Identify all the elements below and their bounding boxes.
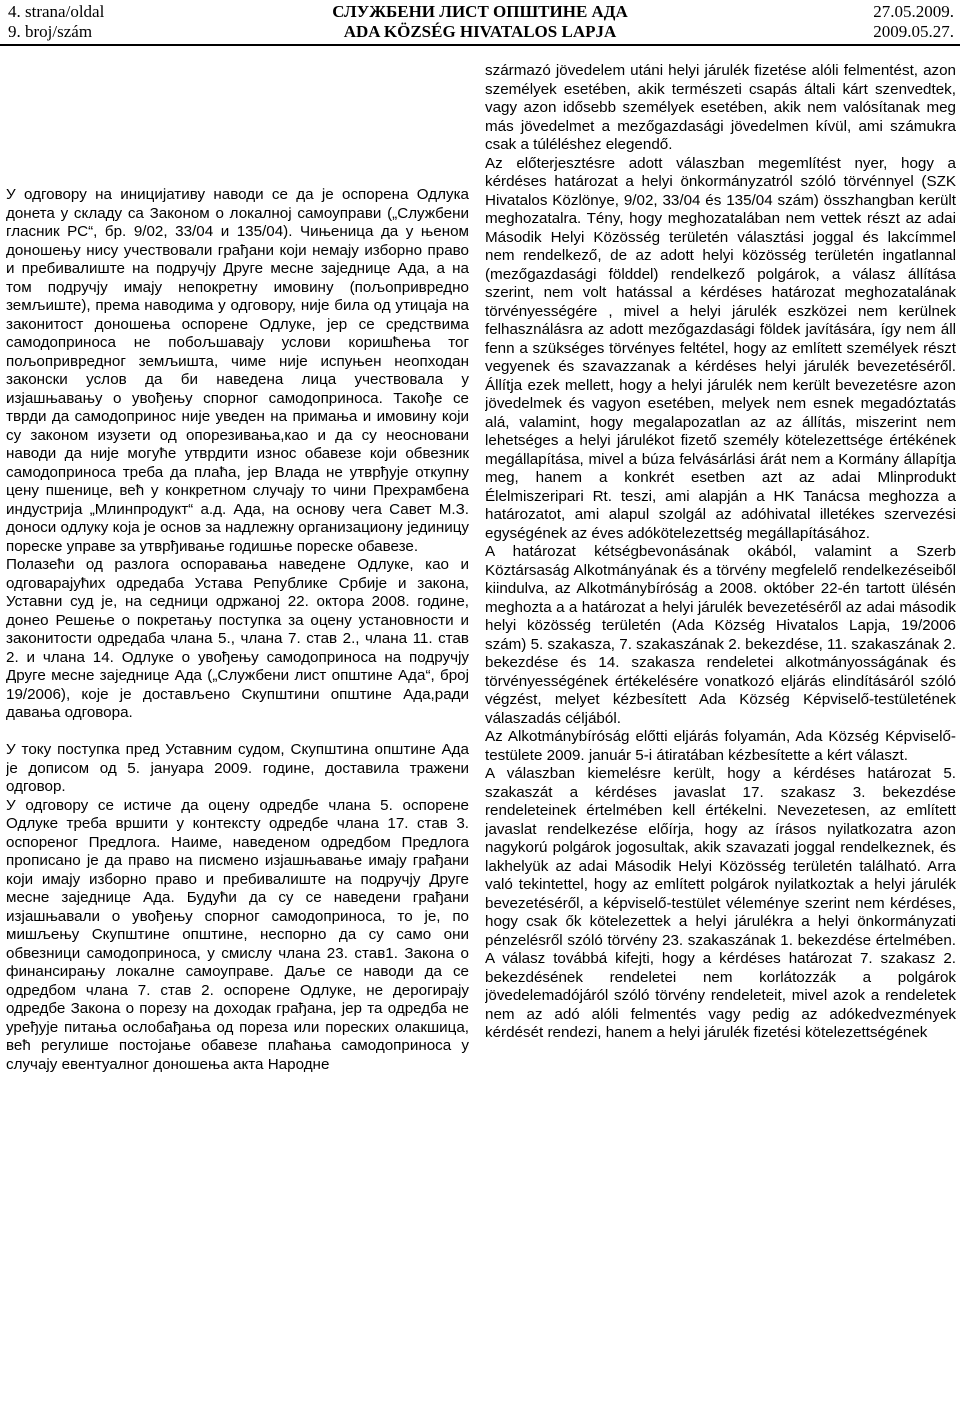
serbian-paragraph-2: Полазећи од разлога оспоравања наведене Одлуке, као и одговарајућих одредаба Устава Републике Србије и закона, Уставни суд је, на седници одржаној 22. октора 2008. године, донео Решење о покретању поступка за оцену установности и законитости одредаба члана 5., члана 7. став 2., члана 11. став 2. и члана 14. Одлуке о увођењу самодоприноса на подручју Друге месне заједнице Ада („Службени лист општине Ада“, број 19/2006), које је достављено Скупштини општине Ада,ради давања одговора.: [6, 556, 469, 721]
hungarian-paragraph-1: származó jövedelem utáni helyi járulék fizetése alóli felmentést, azon személyek esetében, akik természeti csapás általi kárt szenvedtek, vagy azon idősebb személyek esetében, akik nem valósítanak meg más jövedelmet a mezőgazdasági jövedelmen kívül, ami számukra csak a túléléshez elegendő.: [485, 62, 956, 153]
hungarian-paragraph-4: Az Alkotmánybíróság előtti eljárás folyamán, Ada Község Képviselő-testülete 2009. január 5-i átiratában kézbesítette a kért választ.: [485, 728, 956, 764]
serbian-paragraph-1: У одговору на иницијативу наводи се да је оспорена Одлука донета у складу са Законом о локалној самоуправи („Службени гласник РС“, бр. 9/02, 33/04 и 135/04). Чињеница да у њеном доношењу нису учествовали грађани који немају изборно право и пребивалиште на подручју Друге месне заједнице Ада, а на том подручју имају непокретну имовину (пољопривредно земљиште), према наводима у одговору, није била од утицаја на законитост доношења оспорене Одлуке, јер се средствима самодоприноса не побољшавају услови коришћења тог пољопривредног земљишта, чиме није испуњен неопходан законски услов да би наведена лица учествовала у изјашњавању о увођењу спорног самодоприноса. Такође се тврди да самодопринос није уведен на примања и имовину који су законом изузети од опорезивања,као и да су неосновани наводи да није могуће утврдити износ обавезе који обвезник самодоприноса треба да плаћа, јер Влада не утврђује откупну цену пшенице, већ у конкретном случају то чини Прехрамбена индустрија „Млинпродукт“ а.д. Ада, на основу чега Савет М.З. доноси одлуку која је основ за надлежну организациону јединицу пореске управе за утврђивање годишње пореске обавезе.: [6, 186, 469, 555]
issue-number: 9. broj/szám: [8, 22, 93, 41]
serbian-text-column: [6, 186, 469, 1401]
page-header: [0, 0, 960, 46]
serbian-paragraph-4: У одговору се истиче да оцену одредбе члана 5. оспорене Одлуке треба вршити у контексту одредбе члана 17. став 3. оспореног Предлога. Наиме, наведеном одредбом Предлога прописано је да право на писмено изјашњавање имају грађани који имају изборно право и пребивалиште на подручју Друге месне заједнице Ада. Будући да су се наведени грађани изјашњавали о увођењу спорног самодоприноса, то је, по мишљењу Скупштине општине, неспорно да су само они обвезници самодоприноса, у смислу члана 23. став1. Закона о финансирању локалне самоуправе. Даље се наводи да се одредбом члана 7. став 2. оспорене Одлуке, не дерогирају одредбе Закона о порезу на доходак грађана, јер та одредба не уређује питања ослобађања од пореза или пореских олакшица, већ регулише постојање обавезе плаћања самодоприноса у случају евентуалног доношења акта Народне: [6, 796, 469, 1073]
hungarian-paragraph-5: A válaszban kiemelésre került, hogy a kérdéses határozat 5. szakaszát a kérdéses javaslat 17. szakasz 3. bekezdése rendeleteinek értelmében kell értékelni. Nevezetesen, az említett javaslat rendelkezése előírja, hogy az írásos nyilatkozatra azon nagykorú polgárok jogosultak, akik szavazati joggal rendelkeznek, és lakhelyük az adai Második Helyi Közösség területén található. Arra való tekintettel, hogy az említett polgárok nyilatkoztak a helyi járulék bevezetéséről, a képviselő-testület véleménye szerint nem kérdéses, hogy csak ők kötelezettek a helyi járulékra a helyi önkormányzati pénzelésről szóló törvény 23. szakaszának 1. bekezdése értelmében. A válasz továbbá kifejti, hogy a kérdéses határozat 7. szakasz 2. bekezdésének rendeletei nem korlátozzák a polgárok jövedelemadójáról szóló törvény rendeleteit, mivel azok a rendeletek nem az adó alóli felmentés vagy pedig az adókedvezmények kérdését rendezi, hanem a helyi járulék fizetési kötelezettségének: [485, 765, 956, 1041]
serbian-paragraph-3: У току поступка пред Уставним судом, Скупштина општине Ада је дописом од 5. јануара 2009. године, доставила тражени одговор.: [6, 741, 469, 795]
page-number: 4. strana/oldal: [8, 2, 105, 21]
issue-date-hungarian: 2009.05.27.: [873, 22, 954, 41]
hungarian-paragraph-3: A határozat kétségbevonásának okából, valamint a Szerb Köztársaság Alkotmányának és a törvény megfelelő rendelkezéseiből kiindulva, az Alkotmánybíróság a 2008. október 22-én tartott ülésén meghozta a a határozat a helyi járulék bevezetéséről az adai második helyi közösség területén (Ada Község Hivatalos Lapja, 19/2006 szám) 5. szakasza, 7. szakaszának 2. bekezdése, 11. szakaszának 2. bekezdése és 14. szakasza rendeletei alkotmányosságának és törvényességének értékelésére vonatkozó eljárás elindításáról szóló végzést, melyet kézbesített Ada Község Képviselő-testületének válaszadás céljából.: [485, 543, 956, 727]
journal-title-serbian: СЛУЖБЕНИ ЛИСТ ОПШТИНЕ АДА: [332, 2, 628, 21]
hungarian-paragraph-2: Az előterjesztésre adott válaszban megemlítést nyer, hogy a kérdéses határozat a helyi önkormányzatról szóló törvénnyel (SZK Hivatalos Közlönye, 9/02, 33/04 és 135/04 szám) összhangban került meghozatalra. Tény, hogy meghozatalában nem vettek részt az adai Második Helyi Közösség területén választási joggal és lakcímmel nem rendelkező, de az adott helyi közösség területén ingatlannal (mezőgazdasági földdel) rendelkező polgárok, a válasz állítása szerint, nem volt hatással a kérdéses határozat meghozatalának törvényességére , mivel a helyi járulék eszközei nem kerülnek felhasználásra az adott mezőgazdasági földek javítására, így nem áll fenn a szükséges törvényes feltétel, hogy az említett személyek részt vegyenek és szavazzanak a kérdéses helyi járulék bevezetéséről. Állítja ezek mellett, hogy a helyi járulék nem került bevezetésre azon jövedelmek és vagyon esetében, melyek nem esnek megadóztatás alá, valamint, hogy megalapozatlan az az állítás, miszerint nem lehetséges a helyi járulékot fizető személy kötelezettsége értékének megállapítása, mivel a búza felvásárlási árát nem a Kormány állapítja meg, hanem a konkrét esetben azt az adai Mlinprodukt Élelmiszeripari Rt. teszi, ami alapján a HK Tanácsa meghozza a határozatot, ami alapul szolgál az adóhivatal illetékes szervezési egységének az éves adókötelezettség megállapításához.: [485, 154, 956, 542]
journal-title-hungarian: ADA KÖZSÉG HIVATALOS LAPJA: [343, 22, 617, 41]
header-divider: [0, 44, 960, 46]
issue-date-serbian: 27.05.2009.: [873, 2, 954, 21]
hungarian-text-column: [485, 62, 956, 1402]
